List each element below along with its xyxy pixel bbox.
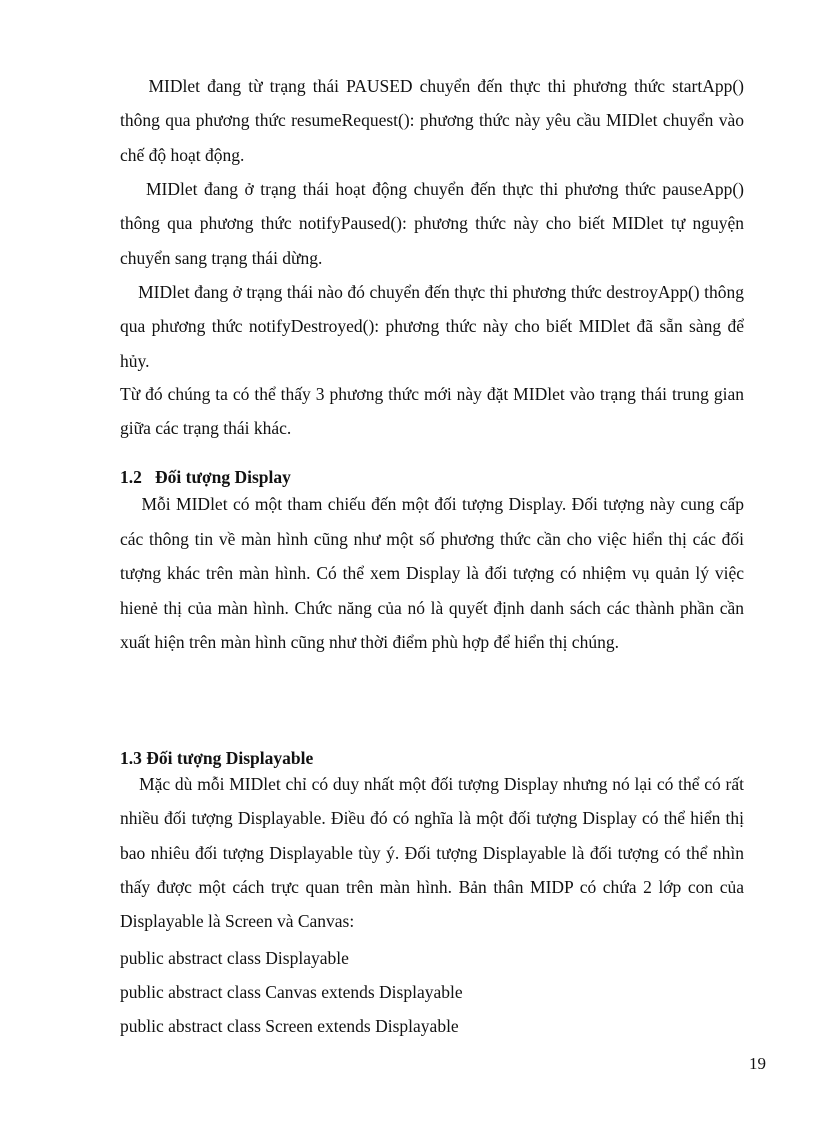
code-line-canvas: public abstract class Canvas extends Displayable	[120, 982, 463, 1002]
heading-section-1-3: 1.3 Đối tượng Displayable	[120, 748, 314, 768]
paragraph-destroyapp: MIDlet đang ở trạng thái nào đó chuyển đến thực thi phương thức destroyApp() thông qua phương thức notifyDestroyed(): phương thức này cho biết MIDlet đã sẵn sàng để hủy.	[120, 282, 744, 371]
code-line-displayable: public abstract class Displayable	[120, 948, 349, 968]
paragraph-summary: Từ đó chúng ta có thể thấy 3 phương thức mới này đặt MIDlet vào trạng thái trung gian giữa các trạng thái khác.	[120, 384, 744, 439]
paragraph-display: Mỗi MIDlet có một tham chiếu đến một đối tượng Display. Đối tượng này cung cấp các thông tin về màn hình cũng như một số phương thức cần cho việc hiển thị các đối tượng khác trên màn hình. Có thể xem Display là đối tượng có nhiệm vụ quản lý việc hienẻ thị của màn hình. Chức năng của nó là quyết định danh sách các thành phần cần xuất hiện trên màn hình cũng như thời điểm phù hợp để hiển thị chúng.	[120, 494, 744, 652]
code-line-screen: public abstract class Screen extends Displayable	[120, 1016, 459, 1036]
paragraph-pauseapp: MIDlet đang ở trạng thái hoạt động chuyển đến thực thi phương thức pauseApp() thông qua phương thức notifyPaused(): phương thức này cho biết MIDlet tự nguyện chuyển sang trạng thái dừng.	[120, 179, 744, 268]
heading-section-1-2: 1.2 Đối tượng Display	[120, 467, 291, 487]
paragraph-startapp: MIDlet đang từ trạng thái PAUSED chuyển đến thực thi phương thức startApp() thông qua phương thức resumeRequest(): phương thức này yêu cầu MIDlet chuyển vào chế độ hoạt động.	[120, 76, 744, 165]
paragraph-displayable: Mặc dù mỗi MIDlet chỉ có duy nhất một đối tượng Display nhưng nó lại có thể có rất nhiều đối tượng Displayable. Điều đó có nghĩa là một đối tượng Display có thể hiển thị bao nhiêu đối tượng Displayable tùy ý. Đối tượng Displayable là đối tượng có thể nhìn thấy được một cách trực quan trên màn hình. Bản thân MIDP có chứa 2 lớp con của Displayable là Screen và Canvas:	[120, 774, 744, 932]
page-number: 19	[749, 1054, 766, 1073]
